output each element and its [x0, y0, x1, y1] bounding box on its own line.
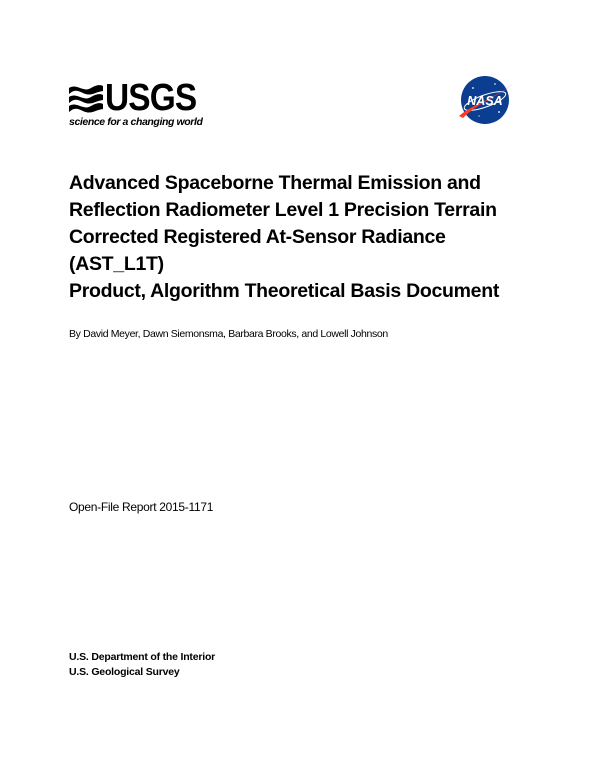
nasa-meatball-logo — [455, 74, 515, 126]
document-title — [69, 170, 539, 305]
usgs-wordmark: USGS — [105, 77, 197, 119]
usgs-logo — [69, 77, 203, 130]
survey-name: U.S. Geological Survey — [69, 666, 180, 678]
usgs-tagline: science for a changing world — [69, 116, 203, 128]
agency-block — [69, 650, 215, 680]
authors: By David Meyer, Dawn Siemonsma, Barbara Brooks, and Lowell Johnson — [69, 328, 388, 340]
title-line: Reflection Radiometer Level 1 Precision Terrain — [69, 199, 497, 221]
title-line: Product, Algorithm Theoretical Basis Document — [69, 280, 500, 302]
nasa-wordmark: NASA — [467, 94, 503, 108]
department-name: U.S. Department of the Interior — [69, 651, 216, 663]
title-line: Advanced Spaceborne Thermal Emission and — [69, 172, 481, 194]
report-number: Open-File Report 2015-1171 — [69, 500, 214, 514]
usgs-wave-icon — [69, 82, 103, 116]
title-line: Corrected Registered At-Sensor Radiance (AST_L1T) — [69, 226, 446, 275]
